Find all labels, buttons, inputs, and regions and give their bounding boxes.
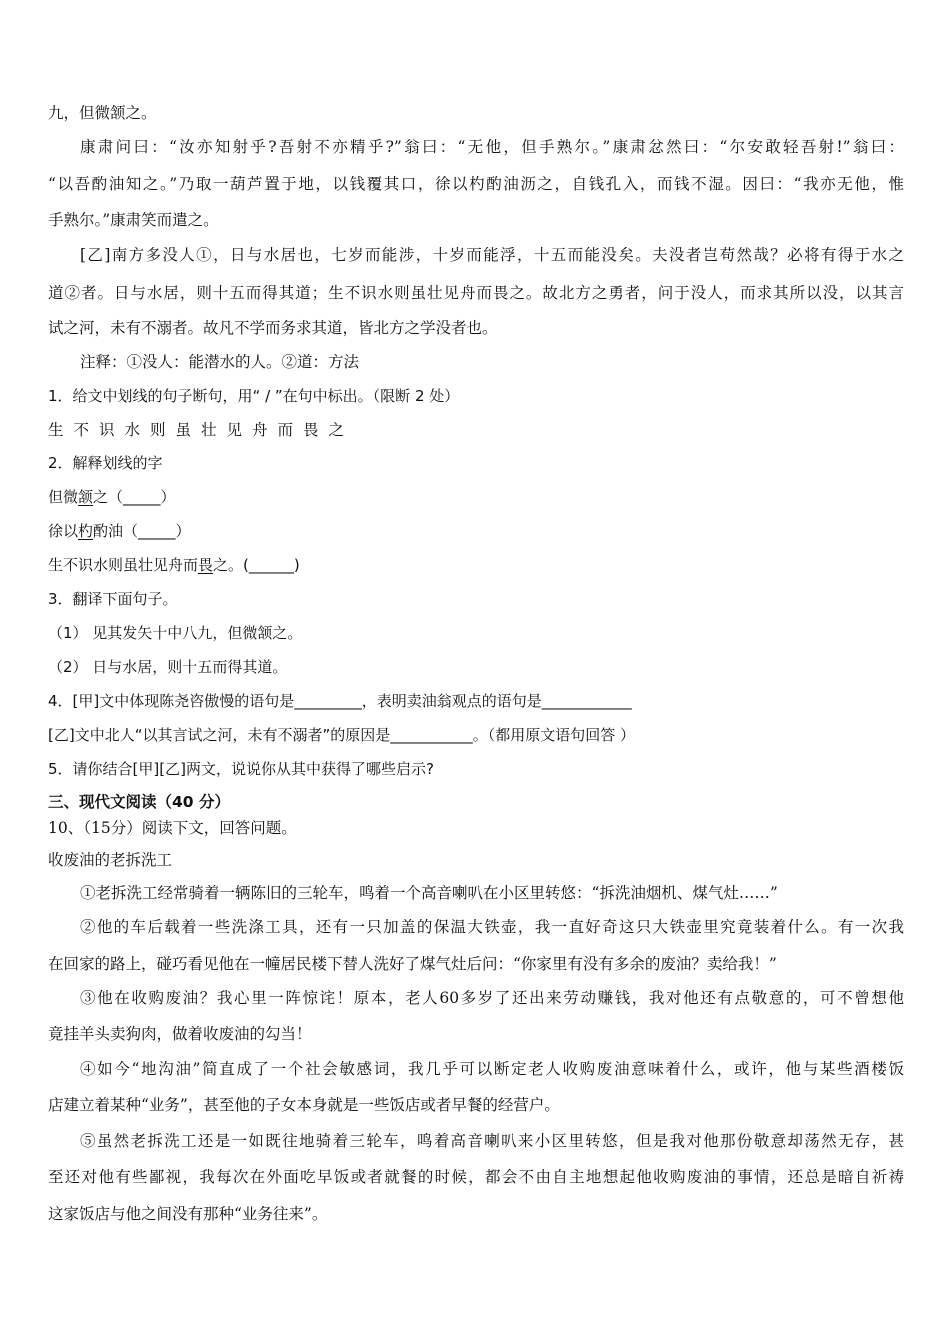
article-paragraph: ①老拆洗工经常骑着一辆陈旧的三轮车，鸣着一个高音喇叭在小区里转悠：“拆洗油烟机、煤气灶……” bbox=[80, 884, 778, 902]
question-5: 5．请你结合[甲][乙]两文，说说你从其中获得了哪些启示? bbox=[48, 760, 434, 778]
passage-yi-line: 试之河，未有不溺者。故凡不学而务求其道，皆北方之学没者也。 bbox=[48, 319, 498, 337]
question-2: 2．解释划线的字 bbox=[48, 454, 163, 472]
article-paragraph: ④如今“地沟油”简直成了一个社会敏感词，我几乎可以断定老人收购废油意味着什么，或许，他与某些酒楼饭 bbox=[80, 1060, 904, 1078]
passage-jia-line: 手熟尔。”康肃笑而遣之。 bbox=[48, 211, 219, 229]
passage-yi-line: 道②者。日与水居，则十五而得其道；生不识水则虽壮见舟而畏之。故北方之勇者，问于没人，而求其所以没，以其言 bbox=[48, 284, 904, 302]
article-paragraph-continued: 竟挂羊头卖狗肉，做着收废油的勾当！ bbox=[48, 1025, 312, 1043]
question-3-sentence-2: （2） 日与水居，则十五而得其道。 bbox=[48, 658, 288, 676]
article-paragraph: ②他的车后载着一些洗涤工具，还有一只加盖的保温大铁壶，我一直好奇这只大铁壶里究竟装着什么。有一次我 bbox=[80, 918, 904, 936]
question-4-a: 4．[甲]文中体现陈尧咨傲慢的语句是_________，表明卖油翁观点的语句是____________ bbox=[48, 692, 632, 710]
question-2-item-c: 生不识水则虽壮见舟而畏之。(______) bbox=[48, 556, 300, 574]
question-1: 1．给文中划线的句子断句，用“ / ”在句中标出。（限断 2 处） bbox=[48, 387, 460, 405]
article-paragraph: ③他在收购废油？我心里一阵惊诧！原本，老人60多岁了还出来劳动赚钱，我对他还有点敬意的，可不曾想他 bbox=[80, 989, 904, 1007]
question-10: 10、（15分）阅读下文，回答问题。 bbox=[48, 819, 297, 837]
passage-yi-note: 注释：①没人：能潜水的人。②道：方法 bbox=[80, 353, 360, 371]
question-2-item-a: 但微颔之（_____） bbox=[48, 488, 176, 506]
passage-jia-line: “以吾酌油知之。”乃取一葫芦置于地，以钱覆其口，徐以杓酌油沥之，自钱孔入，而钱不湿。因曰：“我亦无他，惟 bbox=[48, 175, 904, 193]
question-2-item-b: 徐以杓酌油（_____） bbox=[48, 522, 191, 540]
passage-yi-line: [乙]南方多没人①，日与水居也，七岁而能涉，十岁而能浮，十五而能没矣。夫没者岂苟然哉？必将有得于水之 bbox=[80, 246, 904, 264]
question-3-sentence-1: （1） 见其发矢十中八九，但微颔之。 bbox=[48, 624, 303, 642]
question-4-b: [乙]文中北人“以其言试之河，未有不溺者”的原因是___________。（都用原文语句回答 ） bbox=[48, 726, 636, 744]
passage-jia-line: 九，但微颔之。 bbox=[48, 104, 157, 122]
section-heading: 三、现代文阅读（40 分） bbox=[48, 793, 230, 811]
question-3: 3．翻译下面句子。 bbox=[48, 590, 178, 608]
article-title: 收废油的老拆洗工 bbox=[48, 851, 173, 869]
question-1-sentence: 生不识水则虽壮见舟而畏之 bbox=[48, 421, 355, 439]
article-paragraph-continued: 在回家的路上，碰巧看见他在一幢居民楼下替人洗好了煤气灶后问：“你家里有没有多余的废油？卖给我！” bbox=[48, 955, 777, 973]
passage-jia-line: 康肃问曰：“汝亦知射乎?吾射不亦精乎?”翁曰：“无他，但手熟尔。”康肃忿然曰：“尔安敢轻吾射!”翁曰： bbox=[80, 138, 904, 156]
article-paragraph-continued: 至还对他有些鄙视，我每次在外面吃早饭或者就餐的时候，都会不由自主地想起他收购废油的事情，还总是暗自祈祷 bbox=[48, 1168, 904, 1186]
article-paragraph-continued: 店建立着某种“业务”，甚至他的子女本身就是一些饭店或者早餐的经营户。 bbox=[48, 1096, 560, 1114]
article-paragraph-continued: 这家饭店与他之间没有那种“业务往来”。 bbox=[48, 1205, 328, 1223]
article-paragraph: ⑤虽然老拆洗工还是一如既往地骑着三轮车，鸣着高音喇叭来小区里转悠，但是我对他那份敬意却荡然无存，甚 bbox=[80, 1132, 904, 1150]
